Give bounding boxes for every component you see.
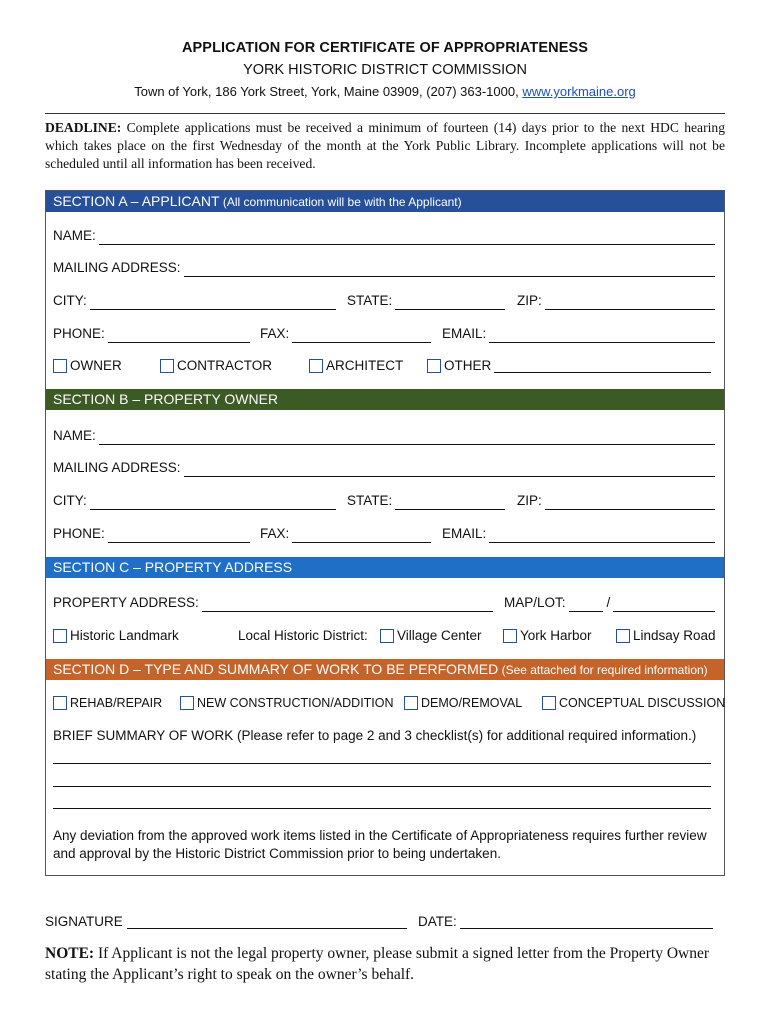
applicant-mailing-field[interactable] xyxy=(53,259,715,277)
deadline-label: DEADLINE: xyxy=(45,120,122,135)
role-architect-label: ARCHITECT xyxy=(326,358,404,373)
checkbox-box[interactable] xyxy=(503,629,517,643)
applicant-phone-label: PHONE: xyxy=(53,326,105,341)
header-divider xyxy=(45,113,725,114)
owner-email-input[interactable] xyxy=(489,529,715,543)
historic-landmark-label: Historic Landmark xyxy=(70,628,179,643)
map-lot-label: MAP/LOT: xyxy=(504,595,566,610)
checkbox-box[interactable] xyxy=(160,359,174,373)
work-new-construction-checkbox[interactable] xyxy=(180,694,394,712)
owner-state-label: STATE: xyxy=(347,493,393,508)
historic-status-row xyxy=(53,627,715,645)
owner-state-input[interactable] xyxy=(395,496,505,510)
owner-zip-field[interactable] xyxy=(517,492,715,510)
section-a-note: (All communication will be with the Applicant) xyxy=(219,195,462,209)
checkbox-box[interactable] xyxy=(616,629,630,643)
checkbox-box[interactable] xyxy=(53,359,67,373)
applicant-city-input[interactable] xyxy=(90,296,336,310)
map-input[interactable] xyxy=(569,598,603,612)
checkbox-box[interactable] xyxy=(180,696,194,710)
owner-mailing-row xyxy=(53,459,715,477)
owner-name-label: NAME: xyxy=(53,428,96,443)
section-d-title: SECTION D – TYPE AND SUMMARY OF WORK TO BE PERFORMED xyxy=(53,661,499,677)
work-rehab-label: REHAB/REPAIR xyxy=(70,696,163,710)
summary-line-1[interactable] xyxy=(53,763,711,764)
signature-row xyxy=(45,911,715,929)
owner-fax-input[interactable] xyxy=(292,529,431,543)
applicant-zip-input[interactable] xyxy=(545,296,715,310)
property-address-row xyxy=(53,594,715,612)
website-link[interactable]: www.yorkmaine.org xyxy=(522,84,636,99)
applicant-name-field[interactable] xyxy=(53,227,715,245)
signature-field[interactable] xyxy=(45,911,407,929)
signature-label: SIGNATURE xyxy=(45,914,123,929)
property-address-label: PROPERTY ADDRESS: xyxy=(53,595,199,610)
owner-zip-input[interactable] xyxy=(545,496,715,510)
applicant-city-field[interactable] xyxy=(53,292,336,310)
applicant-mailing-label: MAILING ADDRESS: xyxy=(53,260,181,275)
applicant-phone-field[interactable] xyxy=(53,325,250,343)
deviation-notice: Any deviation from the approved work items listed in the Certificate of Appropriateness requires further review and approval by the Historic District Commission prior to being undertaken. xyxy=(53,828,707,861)
applicant-name-row xyxy=(53,227,715,245)
district-lindsay-road-checkbox[interactable] xyxy=(616,627,716,645)
checkbox-box[interactable] xyxy=(427,359,441,373)
summary-label: BRIEF SUMMARY OF WORK (Please refer to page 2 and 3 checklist(s) for additional required information.) xyxy=(53,728,697,743)
owner-phone-row xyxy=(53,525,715,543)
applicant-name-input[interactable] xyxy=(99,231,715,245)
date-input[interactable] xyxy=(460,915,713,929)
owner-fax-label: FAX: xyxy=(260,526,290,541)
applicant-fax-input[interactable] xyxy=(292,329,431,343)
applicant-state-field[interactable] xyxy=(347,292,505,310)
role-contractor-checkbox[interactable] xyxy=(160,357,272,375)
section-a-header xyxy=(46,191,724,212)
work-new-construction-label: NEW CONSTRUCTION/ADDITION xyxy=(197,696,394,710)
checkbox-box[interactable] xyxy=(309,359,323,373)
applicant-state-label: STATE: xyxy=(347,293,393,308)
deadline-paragraph xyxy=(45,119,725,173)
district-village-center-checkbox[interactable] xyxy=(380,627,482,645)
role-architect-checkbox[interactable] xyxy=(309,357,403,375)
work-rehab-checkbox[interactable] xyxy=(53,694,162,712)
local-district-label: Local Historic District: xyxy=(238,628,368,643)
applicant-zip-label: ZIP: xyxy=(517,293,542,308)
applicant-state-input[interactable] xyxy=(395,296,505,310)
section-c-header xyxy=(46,557,724,578)
date-field[interactable] xyxy=(418,911,713,929)
historic-landmark-checkbox[interactable] xyxy=(53,627,179,645)
section-c-title: SECTION C – PROPERTY ADDRESS xyxy=(53,559,293,575)
section-d-note: (See attached for required information) xyxy=(498,663,708,677)
deadline-text: Complete applications must be received a minimum of fourteen (14) days prior to the next HDC hearing which takes place on the first Wednesday of the month at the York Public Library. Incomplete applications will not be scheduled until all information has been received. xyxy=(45,120,725,171)
applicant-city-row xyxy=(53,292,715,310)
role-other-input[interactable] xyxy=(494,359,711,373)
work-conceptual-checkbox[interactable] xyxy=(542,694,725,712)
applicant-mailing-input[interactable] xyxy=(184,263,715,277)
applicant-email-input[interactable] xyxy=(489,329,715,343)
applicant-name-label: NAME: xyxy=(53,228,96,243)
form-title: APPLICATION FOR CERTIFICATE OF APPROPRIATENESS xyxy=(181,40,589,56)
summary-line-2[interactable] xyxy=(53,786,711,787)
address-text: Town of York, 186 York Street, York, Maine 03909, (207) 363-1000, xyxy=(134,84,523,99)
commission-name: YORK HISTORIC DISTRICT COMMISSION xyxy=(243,62,527,78)
owner-phone-label: PHONE: xyxy=(53,526,105,541)
date-label: DATE: xyxy=(418,914,457,929)
owner-city-input[interactable] xyxy=(90,496,336,510)
owner-phone-field[interactable] xyxy=(53,525,250,543)
district-york-harbor-label: York Harbor xyxy=(520,628,592,643)
district-lindsay-road-label: Lindsay Road xyxy=(633,628,716,643)
summary-line-3[interactable] xyxy=(53,808,711,809)
owner-city-row xyxy=(53,492,715,510)
applicant-fax-field[interactable] xyxy=(260,325,431,343)
owner-fax-field[interactable] xyxy=(260,525,431,543)
owner-email-field[interactable] xyxy=(442,525,715,543)
town-address xyxy=(0,84,770,99)
owner-phone-input[interactable] xyxy=(108,529,250,543)
district-village-center-label: Village Center xyxy=(397,628,482,643)
note-label: NOTE: xyxy=(45,945,95,962)
owner-name-input[interactable] xyxy=(99,431,715,445)
work-demo-checkbox[interactable] xyxy=(404,694,522,712)
map-lot-slash: / xyxy=(606,595,611,610)
work-demo-label: DEMO/REMOVAL xyxy=(421,696,523,710)
owner-city-label: CITY: xyxy=(53,493,87,508)
owner-mailing-input[interactable] xyxy=(184,463,715,477)
owner-city-field[interactable] xyxy=(53,492,336,510)
application-form xyxy=(45,190,725,876)
owner-zip-label: ZIP: xyxy=(517,493,542,508)
property-address-input[interactable] xyxy=(202,598,493,612)
section-d-header xyxy=(46,659,724,680)
owner-email-label: EMAIL: xyxy=(442,526,487,541)
checkbox-box[interactable] xyxy=(53,629,67,643)
section-a-title: SECTION A – APPLICANT xyxy=(53,193,220,209)
role-owner-checkbox[interactable] xyxy=(53,357,122,375)
role-other-label: OTHER xyxy=(444,358,492,373)
owner-mailing-field[interactable] xyxy=(53,459,715,477)
owner-state-field[interactable] xyxy=(347,492,505,510)
applicant-role-row xyxy=(53,357,715,375)
section-b-title: SECTION B – PROPERTY OWNER xyxy=(53,391,279,407)
property-address-field[interactable] xyxy=(53,594,493,612)
section-b-header xyxy=(46,389,724,410)
applicant-phone-input[interactable] xyxy=(108,329,250,343)
applicant-mailing-row xyxy=(53,259,715,277)
map-lot-field[interactable] xyxy=(504,594,715,612)
applicant-zip-field[interactable] xyxy=(517,292,715,310)
owner-mailing-label: MAILING ADDRESS: xyxy=(53,460,181,475)
owner-name-row xyxy=(53,427,715,445)
checkbox-box[interactable] xyxy=(542,696,556,710)
applicant-email-label: EMAIL: xyxy=(442,326,487,341)
owner-note xyxy=(45,943,725,985)
role-contractor-label: CONTRACTOR xyxy=(177,358,273,373)
lot-input[interactable] xyxy=(613,598,715,612)
work-conceptual-label: CONCEPTUAL DISCUSSION xyxy=(559,696,726,710)
local-district-label-wrap xyxy=(238,627,368,645)
applicant-phone-row xyxy=(53,325,715,343)
role-owner-label: OWNER xyxy=(70,358,122,373)
note-text: If Applicant is not the legal property owner, please submit a signed letter from the Property Owner stating the Applicant’s right to speak on the owner’s behalf. xyxy=(45,945,710,983)
district-york-harbor-checkbox[interactable] xyxy=(503,627,592,645)
applicant-fax-label: FAX: xyxy=(260,326,290,341)
owner-name-field[interactable] xyxy=(53,427,715,445)
signature-input[interactable] xyxy=(127,915,407,929)
checkbox-box[interactable] xyxy=(53,696,67,710)
work-type-row xyxy=(53,694,726,712)
applicant-city-label: CITY: xyxy=(53,293,87,308)
role-other-checkbox[interactable] xyxy=(427,357,711,375)
applicant-email-field[interactable] xyxy=(442,325,715,343)
checkbox-box[interactable] xyxy=(380,629,394,643)
checkbox-box[interactable] xyxy=(404,696,418,710)
